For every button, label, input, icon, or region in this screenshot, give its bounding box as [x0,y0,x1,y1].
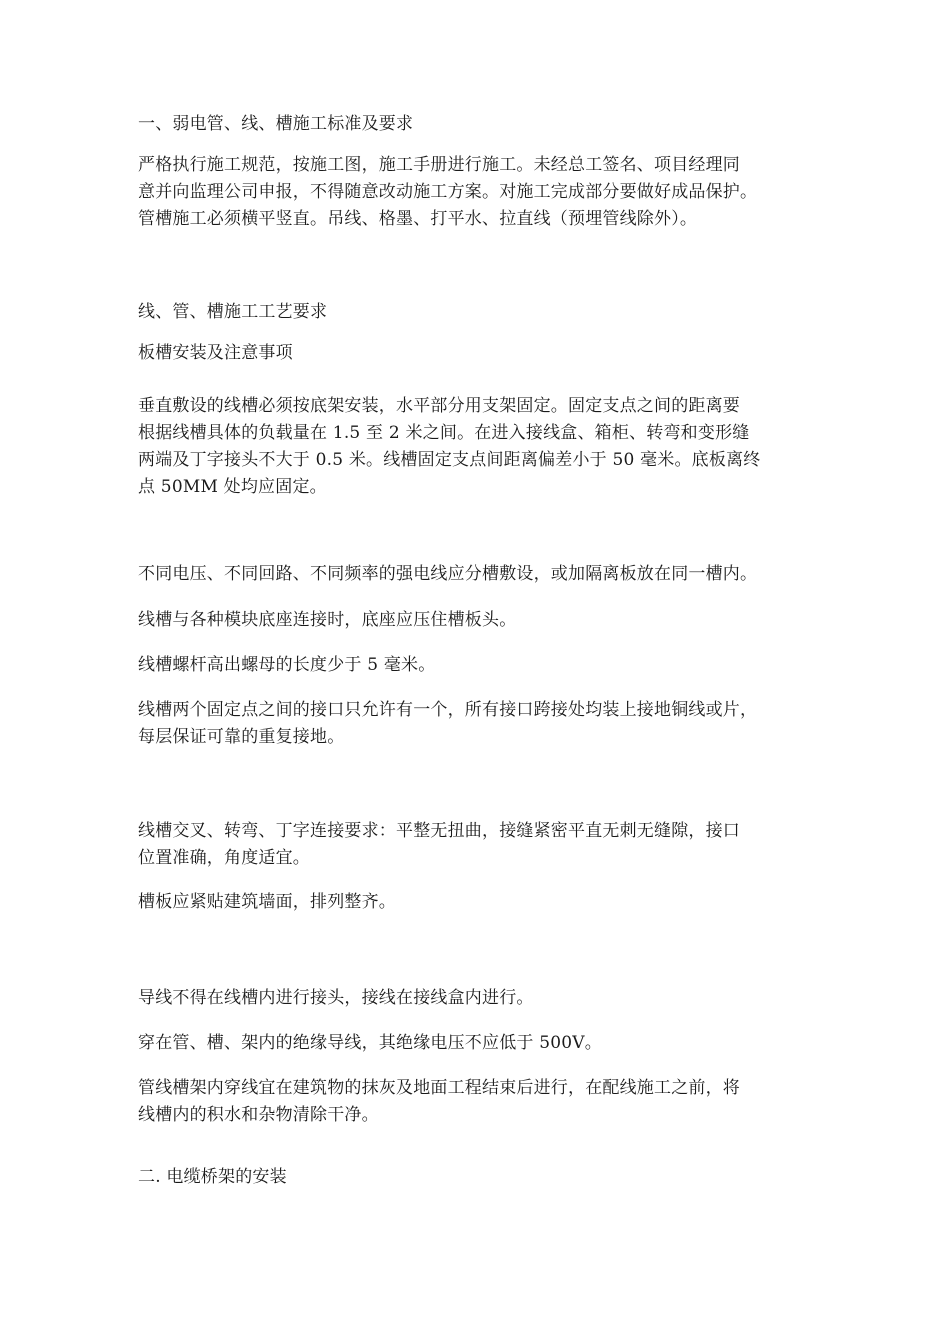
section-heading-1: 一、弱电管、线、槽施工标准及要求 [138,114,414,134]
paragraph-construction-standards [138,152,828,233]
subheading-trunking-installation: 板槽安装及注意事项 [138,343,293,363]
subheading-process-requirements: 线、管、槽施工工艺要求 [138,302,328,322]
paragraph-line: 管槽施工必须横平竖直。吊线、格墨、打平水、拉直线（预埋管线除外）。 [138,209,698,229]
paragraph-wall-mounting: 槽板应紧贴建筑墙面，排列整齐。 [138,892,396,912]
paragraph-line: 线槽交叉、转弯、丁字连接要求：平整无扭曲，接缝紧密平直无刺无缝隙，接口 [138,821,740,841]
paragraph-insulation-voltage: 穿在管、槽、架内的绝缘导线，其绝缘电压不应低于 500V。 [138,1033,602,1053]
paragraph-line: 意并向监理公司申报，不得随意改动施工方案。对施工完成部分要做好成品保护。 [138,182,758,202]
paragraph-line: 严格执行施工规范，按施工图，施工手册进行施工。未经总工签名、项目经理同 [138,155,740,175]
paragraph-voltage-separation: 不同电压、不同回路、不同频率的强电线应分槽敷设，或加隔离板放在同一槽内。 [138,564,758,584]
paragraph-line: 位置准确，角度适宜。 [138,848,310,868]
paragraph-line: 根据线槽具体的负载量在 1.5 至 2 米之间。在进入接线盒、箱柜、转弯和变形缝 [138,423,750,443]
paragraph-wiring-timing [138,1075,828,1129]
paragraph-screw-length: 线槽螺杆高出螺母的长度少于 5 毫米。 [138,655,436,675]
paragraph-line: 垂直敷设的线槽必须按底架安装，水平部分用支架固定。固定支点之间的距离要 [138,396,740,416]
paragraph-line: 每层保证可靠的重复接地。 [138,727,345,747]
paragraph-line: 管线槽架内穿线宜在建筑物的抹灰及地面工程结束后进行，在配线施工之前，将 [138,1078,740,1098]
paragraph-line: 线槽内的积水和杂物清除干净。 [138,1105,379,1125]
paragraph-module-base: 线槽与各种模块底座连接时，底座应压住槽板头。 [138,610,517,630]
paragraph-line: 两端及丁字接头不大于 0.5 米。线槽固定支点间距离偏差小于 50 毫米。底板离终 [138,450,761,470]
paragraph-grounding [138,697,828,751]
paragraph-crossing-requirements [138,818,828,872]
paragraph-line: 线槽两个固定点之间的接口只允许有一个，所有接口跨接处均装上接地铜线或片， [138,700,758,720]
paragraph-vertical-trunking [138,393,828,501]
paragraph-no-joints: 导线不得在线槽内进行接头，接线在接线盒内进行。 [138,988,534,1008]
paragraph-line: 点 50MM 处均应固定。 [138,477,327,497]
section-heading-2: 二. 电缆桥架的安装 [138,1167,287,1187]
